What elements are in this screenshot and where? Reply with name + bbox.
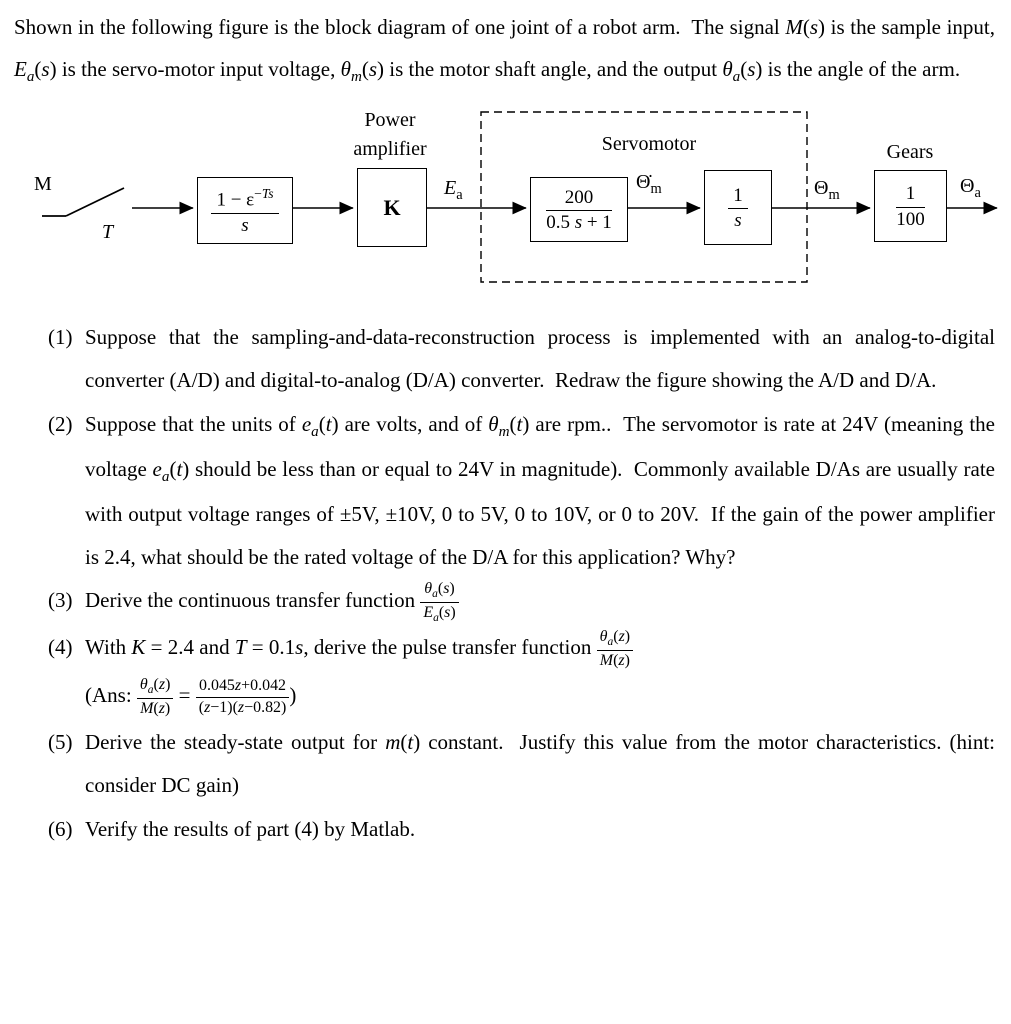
question-1	[48, 316, 995, 402]
sampler-switch-arm	[66, 188, 124, 216]
theta-m-dot-label: $\Thetȧ_m$	[636, 171, 662, 198]
sample-period-label: T	[102, 221, 114, 244]
gears-label: Gears	[886, 141, 934, 164]
ea-signal-label: $E_a$	[444, 177, 463, 204]
question-6-text: Verify the results of part (4) by Matlab.	[85, 816, 416, 841]
question-5-text: Derive the steady-state output for m(t) constant. Justify this value from the motor characteristics. (hint: consider DC gain)	[85, 730, 995, 798]
question-6-number: (6)	[48, 816, 73, 841]
question-5-number: (5)	[48, 730, 73, 755]
gears-block	[874, 170, 947, 242]
question-6	[48, 808, 995, 851]
power-amplifier-label-line2: amplifier	[353, 138, 427, 161]
theta-a-label: $\Theta_a$	[960, 175, 981, 202]
block-diagram	[14, 100, 995, 302]
zoh-denominator: s	[241, 215, 249, 237]
power-amplifier-label-line1: Power	[364, 109, 416, 132]
answer-note: (Ans: $\frac{\theta_a(z)}{M(z)}$ = $\frac{0.045z+0.042}{(z-1)(z-0.82)}$ )	[85, 675, 297, 717]
integrator-fraction	[728, 184, 748, 233]
question-3	[48, 579, 995, 626]
servomotor-label: Servomotor	[601, 133, 697, 156]
amplifier-block: K	[357, 168, 427, 247]
question-2-text: Suppose that the units of $e_a(t)$ are volts, and of $\theta_m(t)$ are rpm.. The servomotor is rate at 24V (meaning the voltage $e_a(t)$ should be less than or equal to 24V in magnitude). Commonly available D/As are usually rate with output voltage ranges of ±5V, ±10V, 0 to 5V, 0 to 10V, or 0 to 20V. If the gain of the power amplifier is 2.4, what should be the rated voltage of the D/A for this application? Why?	[85, 411, 996, 569]
integrator-denominator: s	[734, 210, 742, 232]
diagram-lines	[14, 100, 1011, 302]
question-1-number: (1)	[48, 325, 73, 350]
question-list	[14, 316, 995, 850]
zoh-block	[197, 177, 293, 244]
zoh-numerator: $1 - \varepsilon^{-Ts}$	[211, 185, 278, 214]
question-2	[48, 403, 995, 579]
question-4-text: With K = 2.4 and T = 0.1s, derive the pulse transfer function $\frac{\theta_a(z)}{M(z)}$	[85, 635, 633, 659]
power-amplifier-label	[332, 106, 448, 164]
question-3-text: Derive the continuous transfer function $\frac{\theta_a(s)}{E_a(s)}$	[85, 588, 459, 612]
question-4	[48, 626, 995, 672]
motor-numerator: 200	[546, 186, 612, 212]
intro-paragraph: Shown in the following figure is the block diagram of one joint of a robot arm. The signal M(s) is the sample input, $E_a(s)$ is the servo-motor input voltage, $\theta_m(s)$ is the motor shaft angle, and the output $\theta_a(s)$ is the angle of the arm.	[14, 15, 995, 86]
question-5	[48, 721, 995, 807]
question-3-number: (3)	[48, 588, 73, 613]
gears-fraction	[896, 182, 925, 231]
integrator-block	[704, 170, 772, 245]
question-4-number: (4)	[48, 635, 73, 660]
motor-denominator: 0.5 s + 1	[546, 212, 612, 234]
input-signal-label: M	[34, 173, 52, 196]
integrator-numerator: 1	[728, 184, 748, 210]
gears-numerator: 1	[896, 182, 925, 208]
zoh-fraction	[211, 185, 278, 237]
motor-block	[530, 177, 628, 242]
question-1-text: Suppose that the sampling-and-data-reconstruction process is implemented with an analog-to-digital converter (A/D) and digital-to-analog (D/A) converter. Redraw the figure showing the A/D and D/A.	[85, 325, 995, 393]
motor-fraction	[546, 186, 612, 235]
gears-denominator: 100	[896, 208, 925, 230]
question-2-number: (2)	[48, 411, 73, 436]
theta-m-label: $\Theta_m$	[814, 177, 840, 204]
